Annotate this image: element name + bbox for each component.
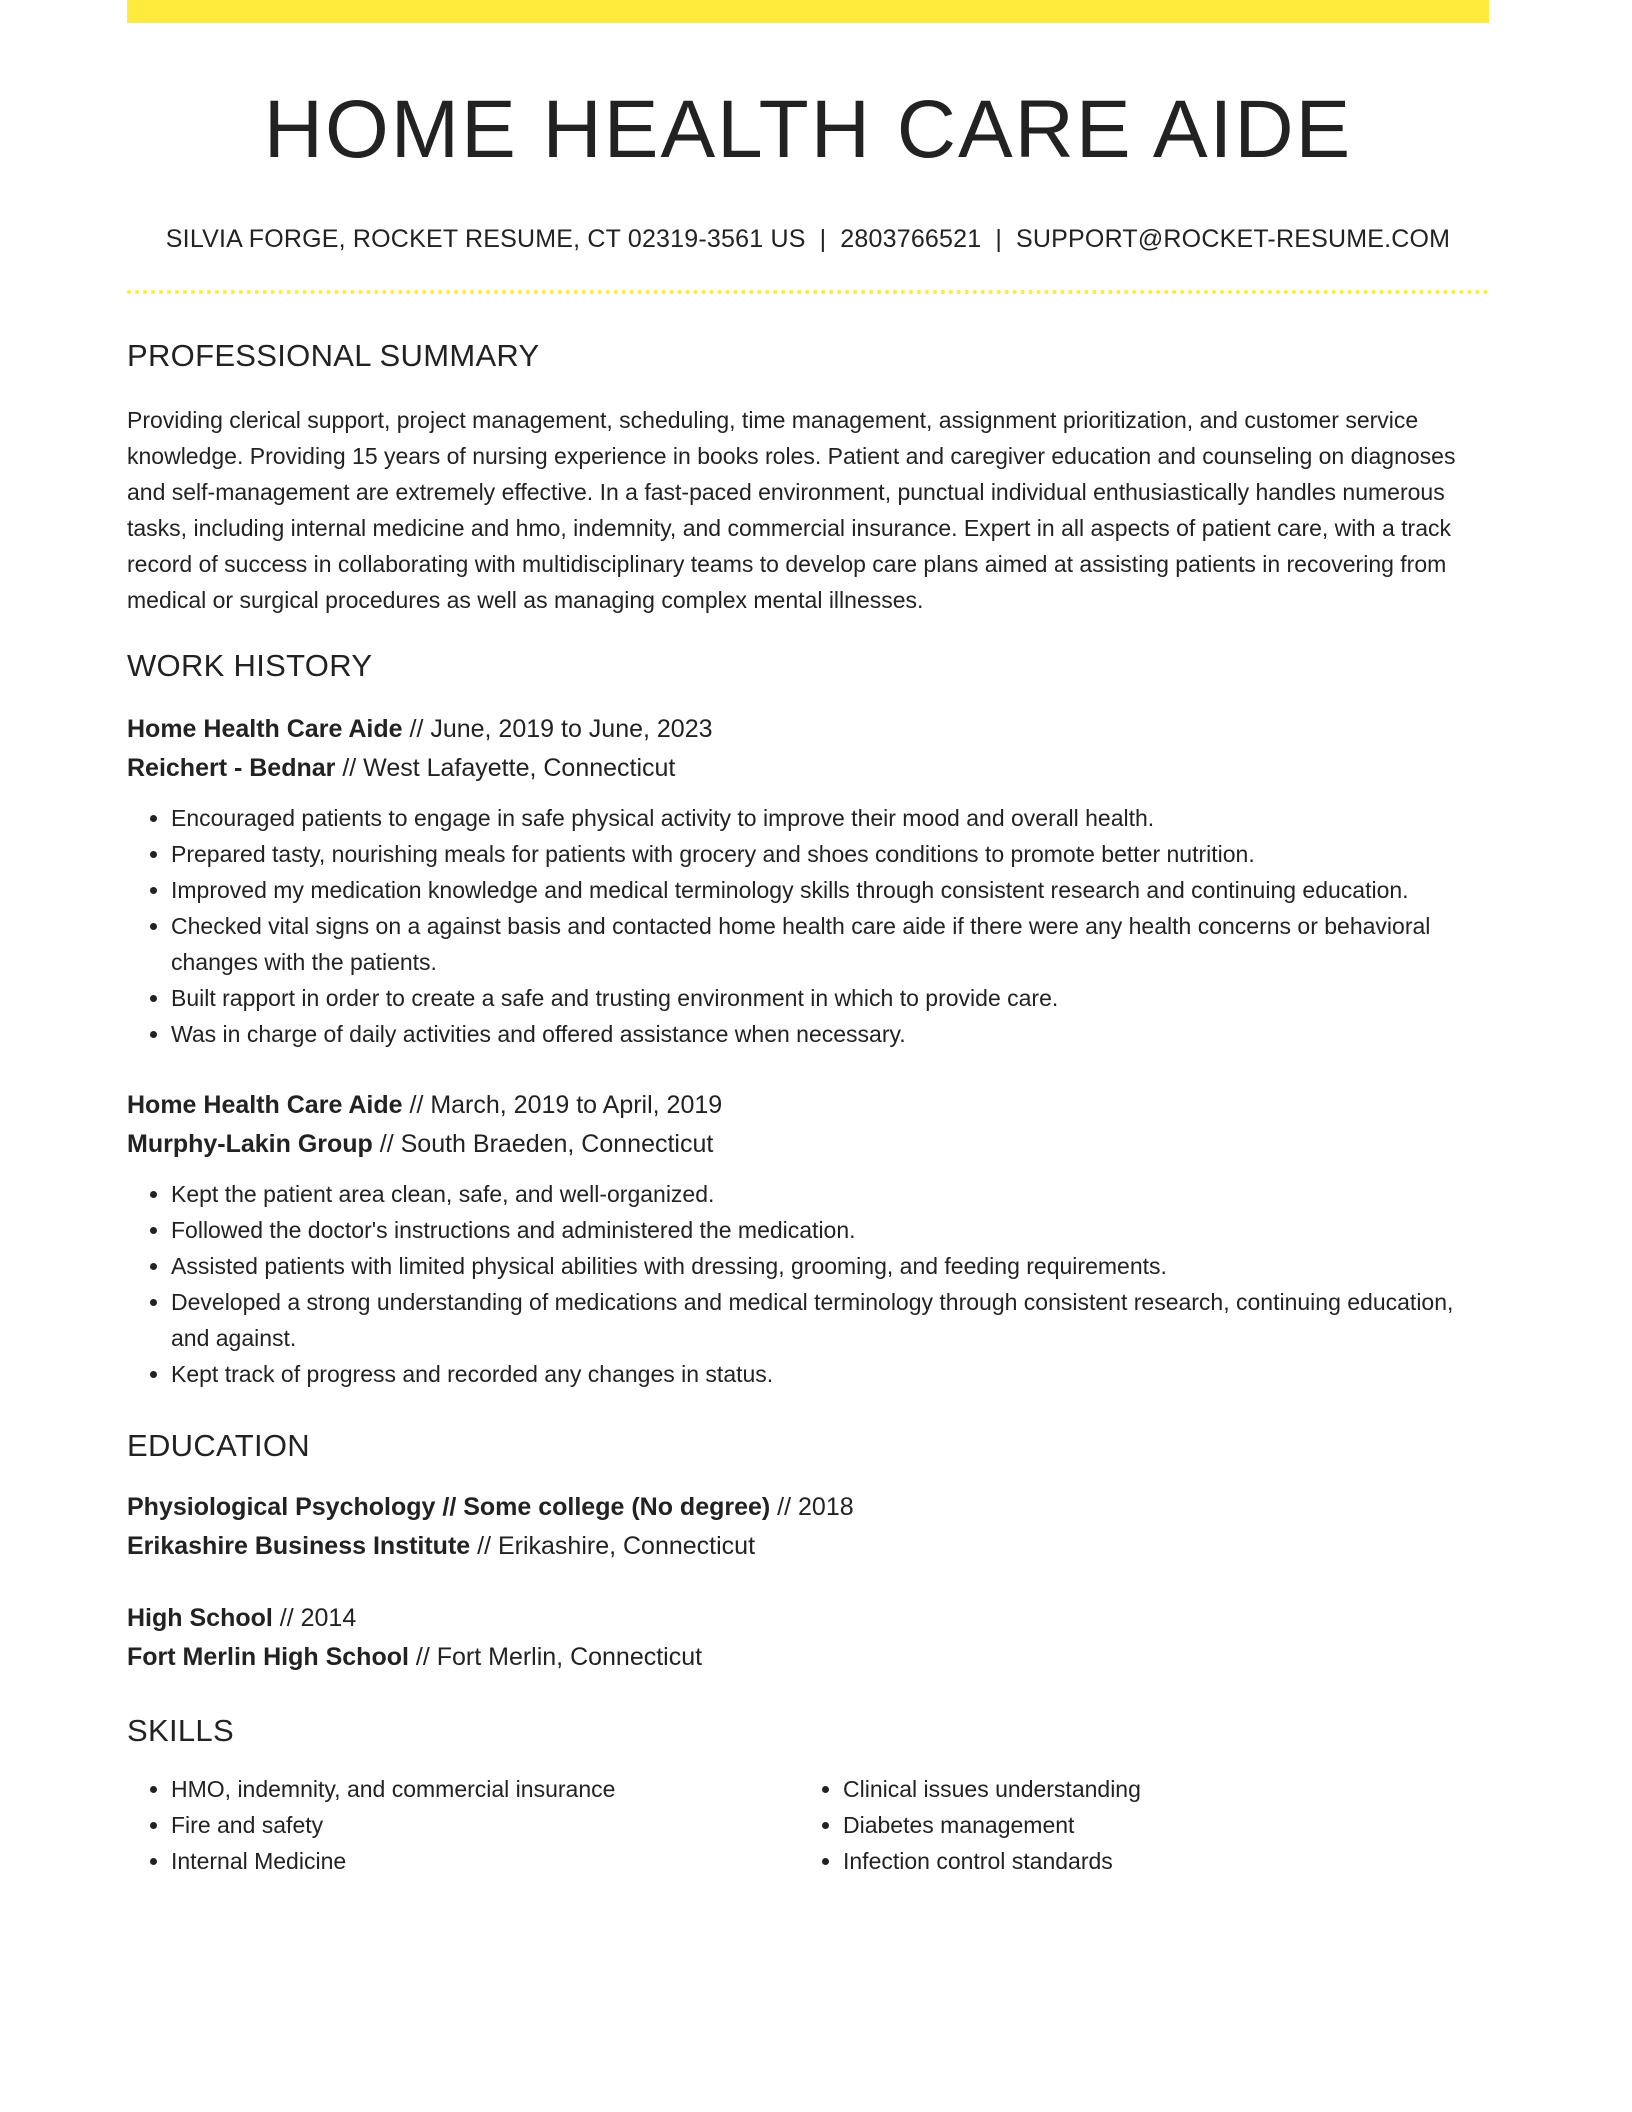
summary-heading: PROFESSIONAL SUMMARY <box>127 338 540 374</box>
skill-item: • Diabetes management <box>843 1807 1471 1843</box>
job-title: Home Health Care Aide <box>127 715 403 744</box>
summary-text: Providing clerical support, project management, scheduling, time management, assignment prioritization, and customer service knowledge. Providing 15 years of nursing experience in books roles. Patient and caregiver education and counseling on diagnoses and self-management are extremely effective. In a fast-paced environment, punctual individual enthusiastically handles numerous tasks, including internal medicine and hmo, indemnity, and commercial insurance. Expert in all aspects of patient care, with a track record of success in collaborating with multidisciplinary teams to develop care plans aimed at assisting patients in recovering from medical or surgical procedures as well as managing complex mental illnesses. <box>127 407 1456 614</box>
job-entry <box>127 710 1489 1052</box>
education-entry <box>127 1488 1489 1566</box>
resume-page <box>127 0 1489 1879</box>
skill-item: • Clinical issues understanding <box>843 1771 1471 1807</box>
contact-phone: 2803766521 <box>840 225 982 254</box>
list-item: • Developed a strong understanding of medications and medical terminology through consistent research, continuing education, and against. <box>171 1284 1489 1356</box>
education-heading: EDUCATION <box>127 1428 310 1464</box>
skills-list-right <box>799 1771 1471 1879</box>
work-history-heading: WORK HISTORY <box>127 648 373 684</box>
list-item: • Was in charge of daily activities and offered assistance when necessary. <box>171 1016 1489 1052</box>
education-year: // 2014 <box>272 1604 357 1633</box>
list-item: • Built rapport in order to create a safe and trusting environment in which to provide care. <box>171 980 1489 1016</box>
list-item: • Kept track of progress and recorded any changes in status. <box>171 1356 1489 1392</box>
skill-item: • Internal Medicine <box>171 1843 799 1879</box>
degree: Physiological Psychology // Some college (No degree) <box>127 1493 771 1522</box>
school-name: Fort Merlin High School <box>127 1643 409 1672</box>
job-bullets <box>127 1176 1489 1392</box>
skills-list-left <box>127 1771 799 1879</box>
job-bullets <box>127 800 1489 1052</box>
accent-bar <box>127 0 1489 23</box>
list-item: • Prepared tasty, nourishing meals for patients with grocery and shoes conditions to promote better nutrition. <box>171 836 1489 872</box>
skills-heading: SKILLS <box>127 1713 234 1749</box>
resume-title: HOME HEALTH CARE AIDE <box>263 84 1353 175</box>
list-item: • Followed the doctor's instructions and administered the medication. <box>171 1212 1489 1248</box>
job-location: // West Lafayette, Connecticut <box>335 754 676 783</box>
contact-email[interactable]: SUPPORT@ROCKET-RESUME.COM <box>1016 225 1451 254</box>
job-title: Home Health Care Aide <box>127 1091 403 1120</box>
job-dates: // June, 2019 to June, 2023 <box>402 715 713 744</box>
education-entry <box>127 1599 1489 1677</box>
job-company: Murphy-Lakin Group <box>127 1130 373 1159</box>
skills-columns <box>127 1771 1489 1879</box>
list-item: • Assisted patients with limited physical abilities with dressing, grooming, and feeding requirements. <box>171 1248 1489 1284</box>
dotted-divider <box>127 290 1489 294</box>
list-item: • Encouraged patients to engage in safe physical activity to improve their mood and overall health. <box>171 800 1489 836</box>
contact-separator: | <box>995 225 1003 254</box>
list-item: • Improved my medication knowledge and medical terminology skills through consistent research and continuing education. <box>171 872 1489 908</box>
contact-separator: | <box>819 225 827 254</box>
education-year: // 2018 <box>770 1493 854 1522</box>
contact-line <box>127 225 1489 254</box>
job-company: Reichert - Bednar <box>127 754 336 783</box>
list-item: • Kept the patient area clean, safe, and well-organized. <box>171 1176 1489 1212</box>
job-dates: // March, 2019 to April, 2019 <box>402 1091 723 1120</box>
school-location: // Erikashire, Connecticut <box>470 1532 756 1561</box>
skill-item: • HMO, indemnity, and commercial insurance <box>171 1771 799 1807</box>
school-location: // Fort Merlin, Connecticut <box>408 1643 703 1672</box>
school-name: Erikashire Business Institute <box>127 1532 471 1561</box>
job-location: // South Braeden, Connecticut <box>372 1130 714 1159</box>
list-item: • Checked vital signs on a against basis and contacted home health care aide if there were any health concerns or behavioral changes with the patients. <box>171 908 1489 980</box>
skill-item: • Fire and safety <box>171 1807 799 1843</box>
degree: High School <box>127 1604 273 1633</box>
contact-address: SILVIA FORGE, ROCKET RESUME, CT 02319-3561 US <box>165 225 806 254</box>
skill-item: • Infection control standards <box>843 1843 1471 1879</box>
job-entry <box>127 1086 1489 1392</box>
